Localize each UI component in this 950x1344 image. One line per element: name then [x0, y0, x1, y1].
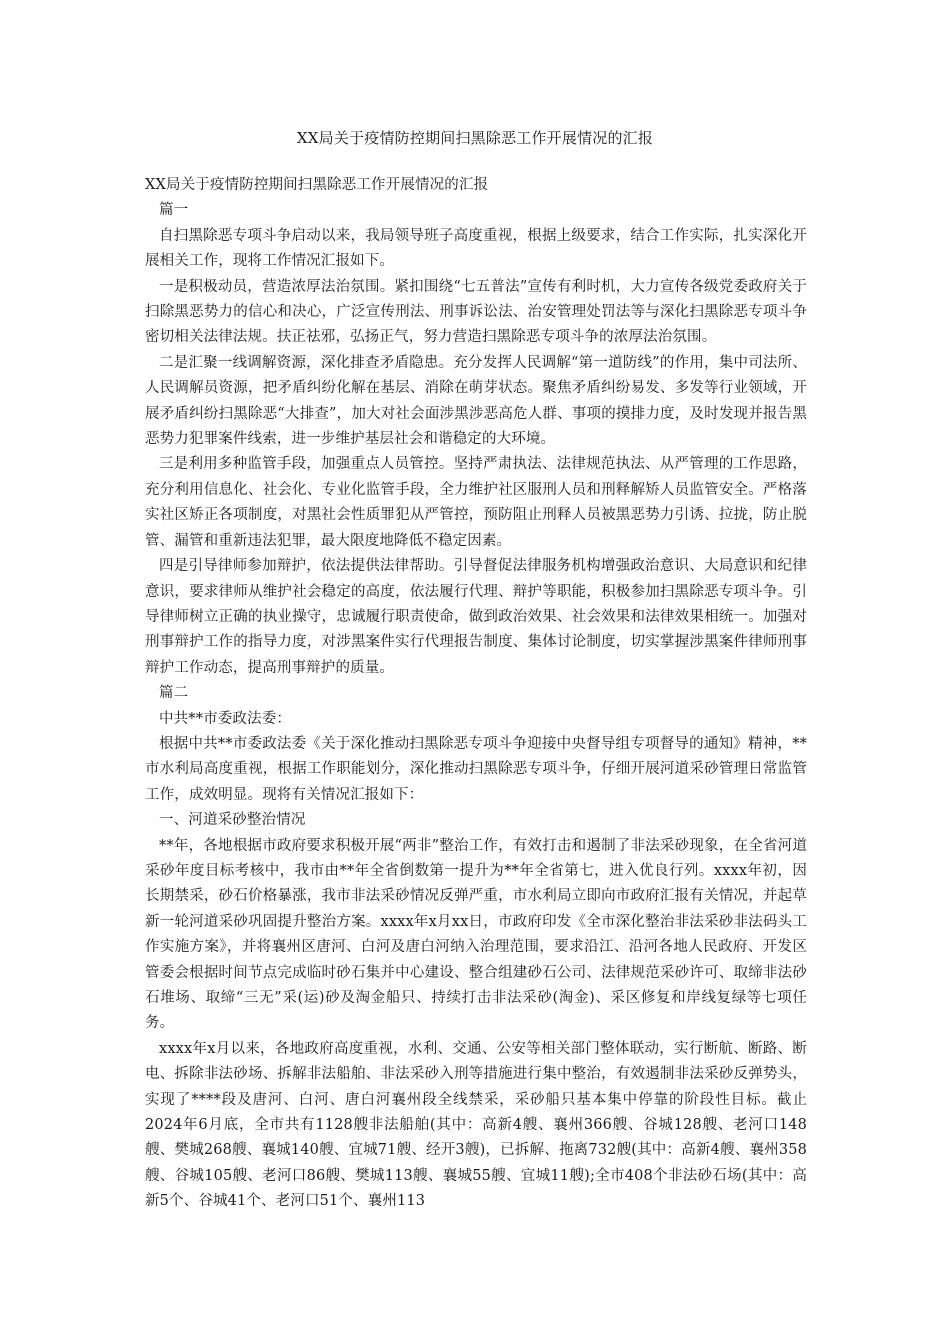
document-title: XX局关于疫情防控期间扫黑除恶工作开展情况的汇报	[296, 129, 654, 147]
document-subtitle: XX局关于疫情防控期间扫黑除恶工作开展情况的汇报	[145, 177, 489, 193]
paragraph-intro: 自扫黑除恶专项斗争启动以来，我局领导班子高度重视，根据上级要求，结合工作实际，扎实深化开展相关工作，现将工作情况汇报如下。	[145, 227, 807, 270]
section-heading-part-one: 篇一	[159, 202, 189, 219]
document-body	[145, 173, 807, 1215]
section-heading-part-two: 篇二	[159, 685, 189, 702]
paragraph-point-one: 一是积极动员，营造浓厚法治氛围。紧扣围绕“七五普法”宣传有利时机，大力宣传各级党委政府关于扫除黑恶势力的信心和决心，广泛宣传刑法、刑事诉讼法、治安管理处罚法等与深化扫黑除恶专项斗争密切相关法律法规。扶正祛邪，弘扬正气，努力营造扫黑除恶专项斗争的浓厚法治氛围。	[145, 278, 807, 346]
paragraph-addressee: 中共**市委政法委：	[159, 710, 291, 727]
paragraph-point-two: 二是汇聚一线调解资源，深化排查矛盾隐患。充分发挥人民调解“第一道防线”的作用，集中司法所、人民调解员资源，把矛盾纠纷化解在基层、消除在萌芽状态。聚焦矛盾纠纷易发、多发等行业领域，开展矛盾纠纷扫黑除恶“大排查”，加大对社会面涉黑涉恶高危人群、事项的摸排力度，及时发现并报告黑恶势力犯罪案件线索，进一步维护基层社会和谐稳定的大环境。	[145, 354, 807, 448]
paragraph-background: 根据中共**市委政法委《关于深化推动扫黑除恶专项斗争迎接中央督导组专项督导的通知》精神，**市水利局高度重视，根据工作职能划分，深化推动扫黑除恶专项斗争，仔细开展河道采砂管理日常监管工作，成效明显。现将有关情况汇报如下：	[145, 735, 807, 803]
paragraph-progress: xxxx年x月以来，各地政府高度重视，水利、交通、公安等相关部门整体联动，实行断航、断路、断电、拆除非法砂场、拆解非法船舶、非法采砂入刑等措施进行集中整治，有效遏制非法采砂反弹势头，实现了****段及唐河、白河、唐白河襄州段全线禁采，采砂船只基本集中停靠的阶段性目标。截止2024年6月底，全市共有1128艘非法船舶(其中：高新4艘、襄州366艘、谷城128艘、老河口148艘、樊城268艘、襄城140艘、宜城71艘、经开3艘)，已拆解、拖离732艘(其中：高新4艘、襄州358艘、谷城105艘、老河口86艘、樊城113艘、襄城55艘、宜城11艘);全市408个非法砂石场(其中：高新5个、谷城41个、老河口51个、襄州113	[145, 1040, 807, 1210]
paragraph-rectification: **年，各地根据市政府要求积极开展“两非”整治工作，有效打击和遏制了非法采砂现象，在全省河道采砂年度目标考核中，我市由**年全省倒数第一提升为**年全省第七，进入优良行列。xxxx年初，因长期禁采，砂石价格暴涨，我市非法采砂情况反弹严重，市水利局立即向市政府汇报有关情况，并起草新一轮河道采砂巩固提升整治方案。xxxx年x月xx日，市政府印发《全市深化整治非法采砂非法码头工作实施方案》，并将襄州区唐河、白河及唐白河纳入治理范围，要求沿江、沿河各地人民政府、开发区管委会根据时间节点完成临时砂石集并中心建设、整合组建砂石公司、法律规范采砂许可、取缔非法砂石堆场、取缔“三无”采(运)砂及淘金船只、持续打击非法采砂(淘金)、采区修复和岸线复绿等七项任务。	[145, 837, 807, 1032]
subsection-heading: 一、河道采砂整治情况	[159, 812, 306, 829]
paragraph-point-three: 三是利用多种监管手段，加强重点人员管控。坚持严肃执法、法律规范执法、从严管理的工作思路，充分利用信息化、社会化、专业化监管手段，全力维护社区服刑人员和刑释解矫人员监管安全。严格落实社区矫正各项制度，对黑社会性质罪犯从严管控，预防阻止刑释人员被黑恶势力引诱、拉拢，防止脱管、漏管和重新违法犯罪，最大限度地降低不稳定因素。	[145, 456, 807, 549]
paragraph-point-four: 四是引导律师参加辩护，依法提供法律帮助。引导督促法律服务机构增强政治意识、大局意识和纪律意识，要求律师从维护社会稳定的高度，依法履行代理、辩护等职能，积极参加扫黑除恶专项斗争。引导律师树立正确的执业操守，忠诚履行职责使命，做到政治效果、社会效果和法律效果相统一。加强对刑事辩护工作的指导力度，对涉黑案件实行代理报告制度、集体讨论制度，切实掌握涉黑案件律师刑事辩护工作动态，提高刑事辩护的质量。	[145, 558, 807, 676]
